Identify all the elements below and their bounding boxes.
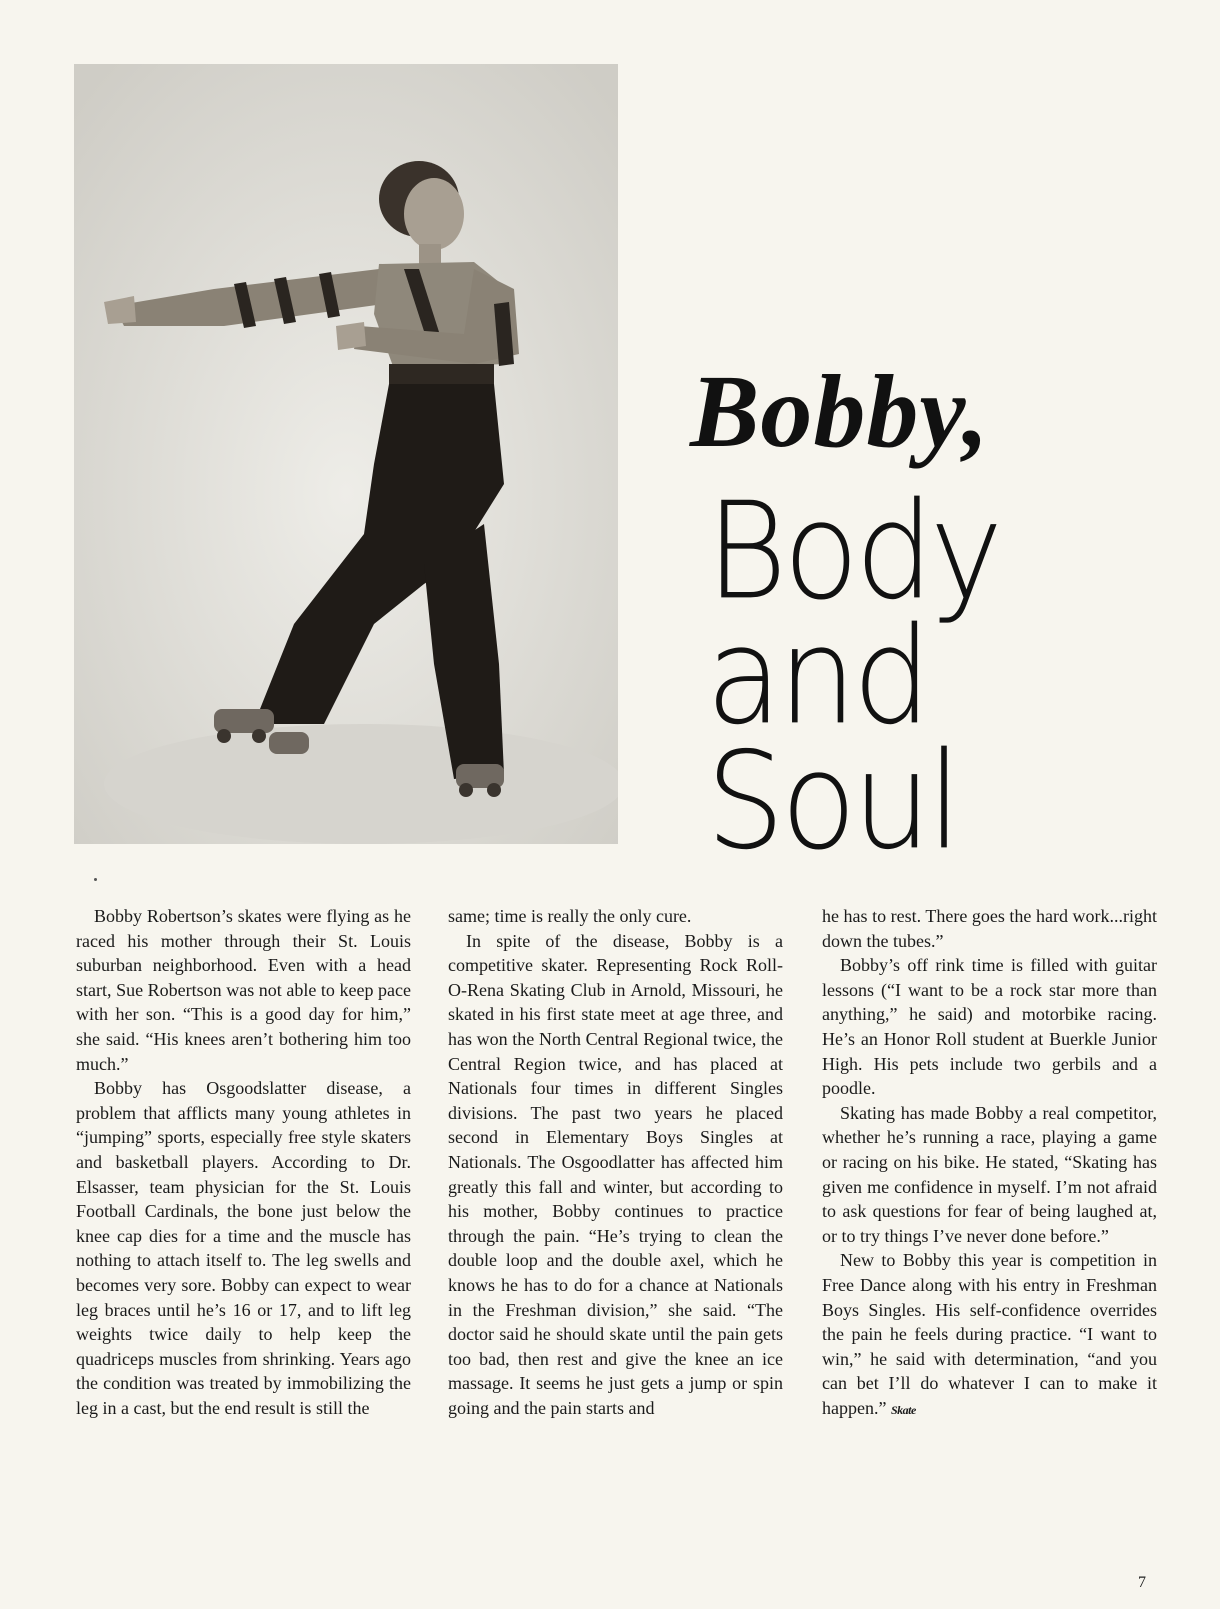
paragraph: Bobby Robertson’s skates were flying as he raced his mother through their St. Louis suburban neighborhood. Even with a head start, Sue Robertson was not able to keep pace with her son. “This is a good day for him,” she said. “His knees aren’t bothering him too much.” xyxy=(76,906,411,1074)
skater-photo xyxy=(74,64,618,844)
paragraph-final-text: New to Bobby this year is competition in Free Dance along with his entry in Freshman Boys Singles. His self-confidence overrides the pain he feels during practice. “I want to win,” he said with determination, “and you can bet I’ll do whatever I can to make it happen.” xyxy=(822,1250,1157,1418)
paragraph: Bobby’s off rink time is filled with guitar lessons (“I want to be a rock star more than anything,” he said) and motorbike racing. He’s an Honor Roll student at Buerkle Junior High. His pets include two gerbils and a poodle. xyxy=(822,955,1157,1099)
article-column-1 xyxy=(76,904,411,1420)
paragraph: Bobby has Osgoodslatter disease, a problem that afflicts many young athletes in “jumping” sports, especially free style skaters and basketball players. According to Dr. Elsasser, team physician for the St. Louis Football Cardinals, the bone just below the knee cap dies for a time and the muscle has nothing to attach itself to. The leg swells and becomes very sore. Bobby can expect to wear leg braces until he’s 16 or 17, and to lift leg weights twice daily to help keep the quadriceps muscles from shrinking. Years ago the condition was treated by immobilizing the leg in a cast, but the end result is still the xyxy=(76,1078,411,1418)
skate-end-mark: Skate xyxy=(890,1402,916,1417)
headline-bobby: Bobby, xyxy=(690,354,990,469)
paragraph: Skating has made Bobby a real competitor, whether he’s running a race, playing a game or racing on his bike. He stated, “Skating has given me confidence in myself. I’m not afraid to ask questions for fear of being laughed at, or to try things I’ve never done before.” xyxy=(822,1102,1157,1246)
print-speck xyxy=(94,878,97,881)
article-column-2 xyxy=(448,904,783,1420)
paragraph: In spite of the disease, Bobby is a competitive skater. Representing Rock Roll-O-Rena Skating Club in Arnold, Missouri, he skated in his first state meet at age three, and has won the North Central Regional twice, the Central Region twice, and has placed at Nationals four times in different Singles divisions. The past two years he placed second in Elementary Boys Singles at Nationals. The Osgoodlatter has affected him greatly this fall and winter, but according to his mother, Bobby continues to practice through the pain. “He’s trying to clean the double loop and the double axel, which he knows he has to do for a chance at Nationals in the Freshman division,” she said. “The doctor said he should skate until the pain gets too bad, then rest and give the knee an ice massage. It seems he just gets a jump or spin going and the pain starts and xyxy=(448,930,783,1418)
paragraph: same; time is really the only cure. xyxy=(448,906,692,926)
headline-body: Body xyxy=(706,474,1000,630)
paragraph-final xyxy=(822,1248,1157,1422)
headline-soul: Soul xyxy=(706,724,958,880)
article-column-3 xyxy=(822,904,1157,1422)
page-number: 7 xyxy=(1138,1574,1146,1591)
headline-and: and xyxy=(706,599,928,755)
paragraph: he has to rest. There goes the hard work...right down the tubes.” xyxy=(822,906,1157,951)
